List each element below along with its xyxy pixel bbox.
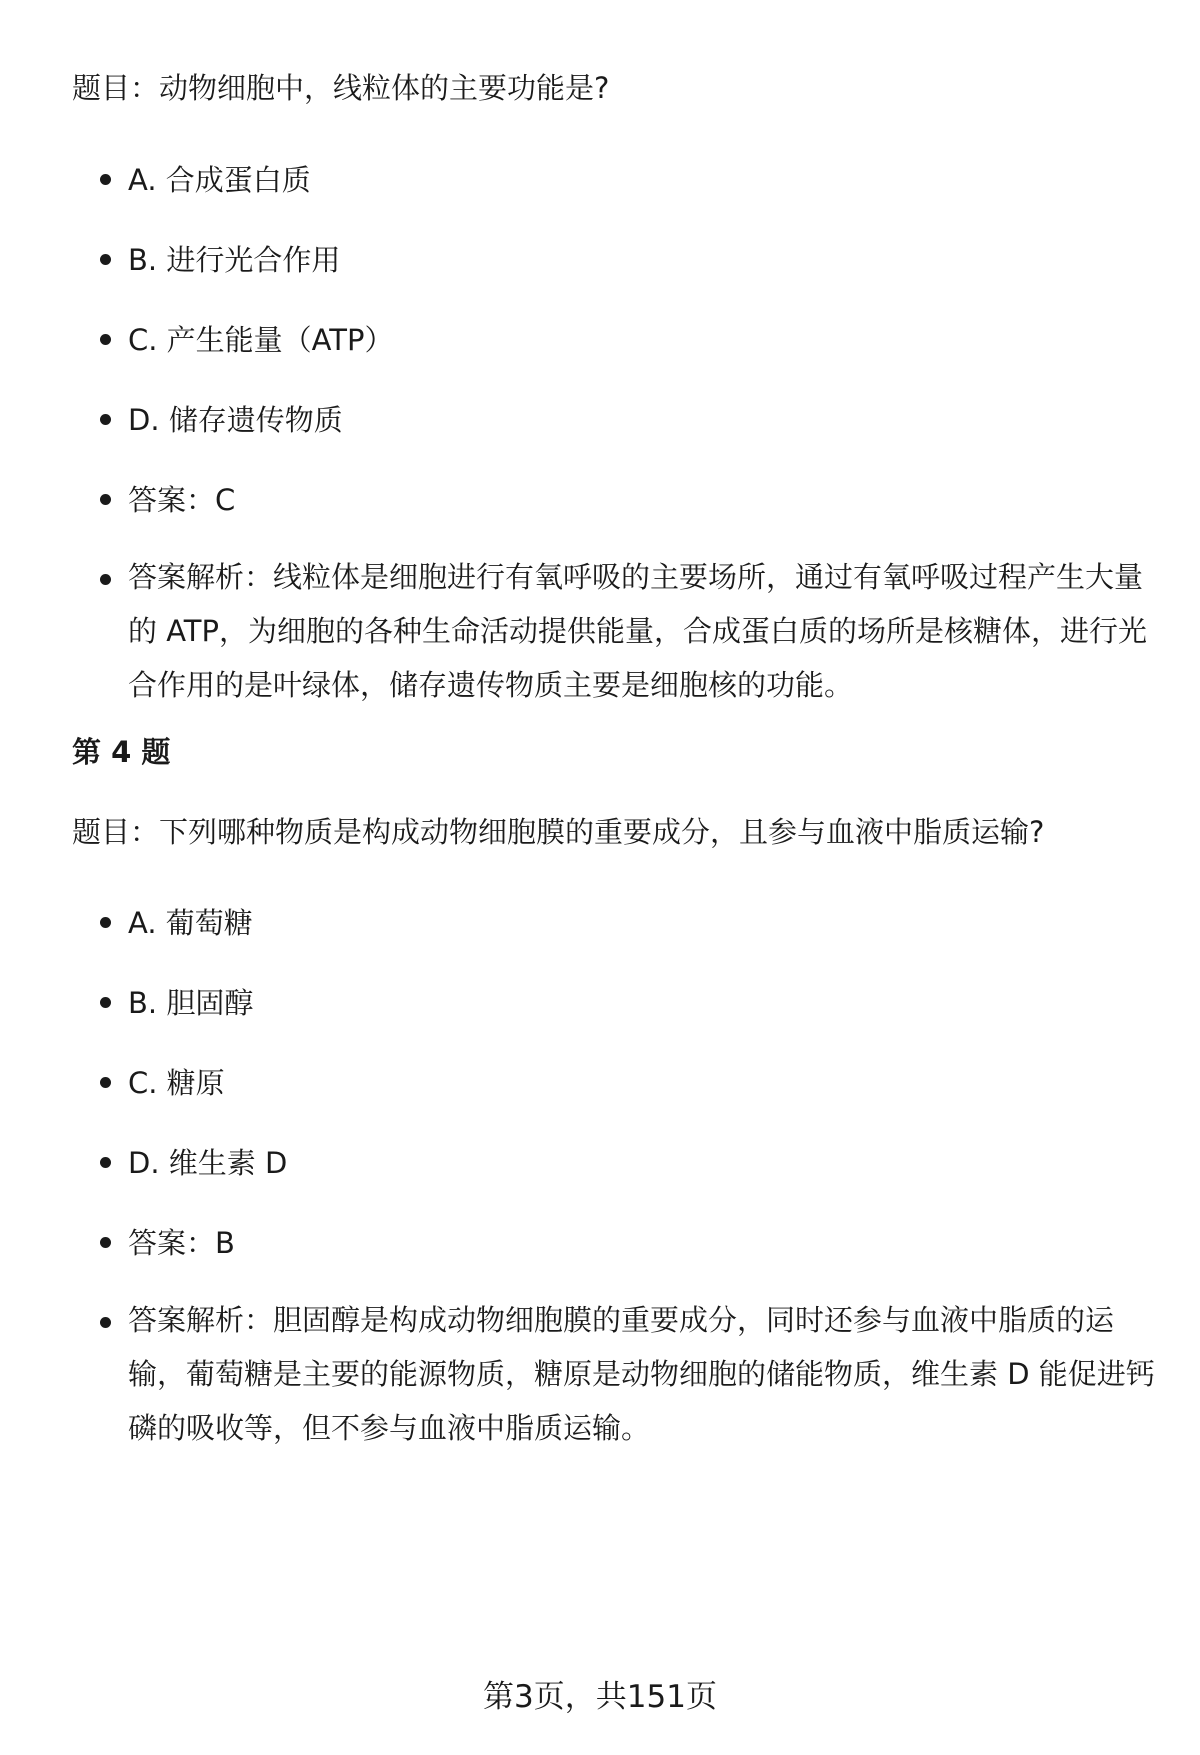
bullet-dot-icon (100, 494, 111, 505)
question-3-answer (100, 470, 1160, 530)
explanation-text: 答案解析：胆固醇是构成动物细胞膜的重要成分，同时还参与血液中脂质的运输，葡萄糖是主要的能源物质，糖原是动物细胞的储能物质，维生素 D 能促进钙磷的吸收等，但不参与血液中脂质运输。 (128, 1303, 1155, 1445)
bullet-dot-icon (100, 254, 111, 265)
option-label: B. 胆固醇 (128, 986, 254, 1020)
question-3-option-d (100, 390, 1160, 450)
question-4-explanation (100, 1293, 1160, 1453)
bullet-dot-icon (100, 414, 111, 425)
bullet-dot-icon (100, 174, 111, 185)
option-label: C. 产生能量（ATP） (128, 323, 394, 357)
option-label: D. 储存遗传物质 (128, 403, 343, 437)
question-3-text: 题目：动物细胞中，线粒体的主要功能是? (72, 71, 610, 105)
answer-label: 答案：C (128, 483, 236, 517)
bullet-dot-icon (100, 574, 111, 585)
bullet-dot-icon (100, 1157, 111, 1168)
bullet-dot-icon (100, 1317, 111, 1328)
option-label: A. 合成蛋白质 (128, 163, 311, 197)
answer-label: 答案：B (128, 1226, 235, 1260)
question-3-option-c (100, 310, 1160, 370)
question-4-option-a (100, 893, 1160, 953)
question-3-option-a (100, 150, 1160, 210)
option-label: C. 糖原 (128, 1066, 225, 1100)
page-number-footer: 第3页，共151页 (483, 1679, 717, 1715)
bullet-dot-icon (100, 1077, 111, 1088)
question-4-text: 题目：下列哪种物质是构成动物细胞膜的重要成分，且参与血液中脂质运输? (72, 815, 1045, 849)
question-3-option-b (100, 230, 1160, 290)
question-3-explanation (100, 550, 1160, 710)
question-4-option-b (100, 973, 1160, 1033)
question-4-answer (100, 1213, 1160, 1273)
question-4-option-c (100, 1053, 1160, 1113)
bullet-dot-icon (100, 917, 111, 928)
bullet-dot-icon (100, 1237, 111, 1248)
question-4-option-d (100, 1133, 1160, 1193)
option-label: A. 葡萄糖 (128, 906, 253, 940)
bullet-dot-icon (100, 334, 111, 345)
question-4-heading: 第 4 题 (72, 735, 171, 769)
option-label: D. 维生素 D (128, 1146, 288, 1180)
explanation-text: 答案解析：线粒体是细胞进行有氧呼吸的主要场所，通过有氧呼吸过程产生大量的 ATP，为细胞的各种生命活动提供能量，合成蛋白质的场所是核糖体，进行光合作用的是叶绿体，储存遗传物质主要是细胞核的功能。 (128, 560, 1148, 702)
option-label: B. 进行光合作用 (128, 243, 341, 277)
bullet-dot-icon (100, 997, 111, 1008)
